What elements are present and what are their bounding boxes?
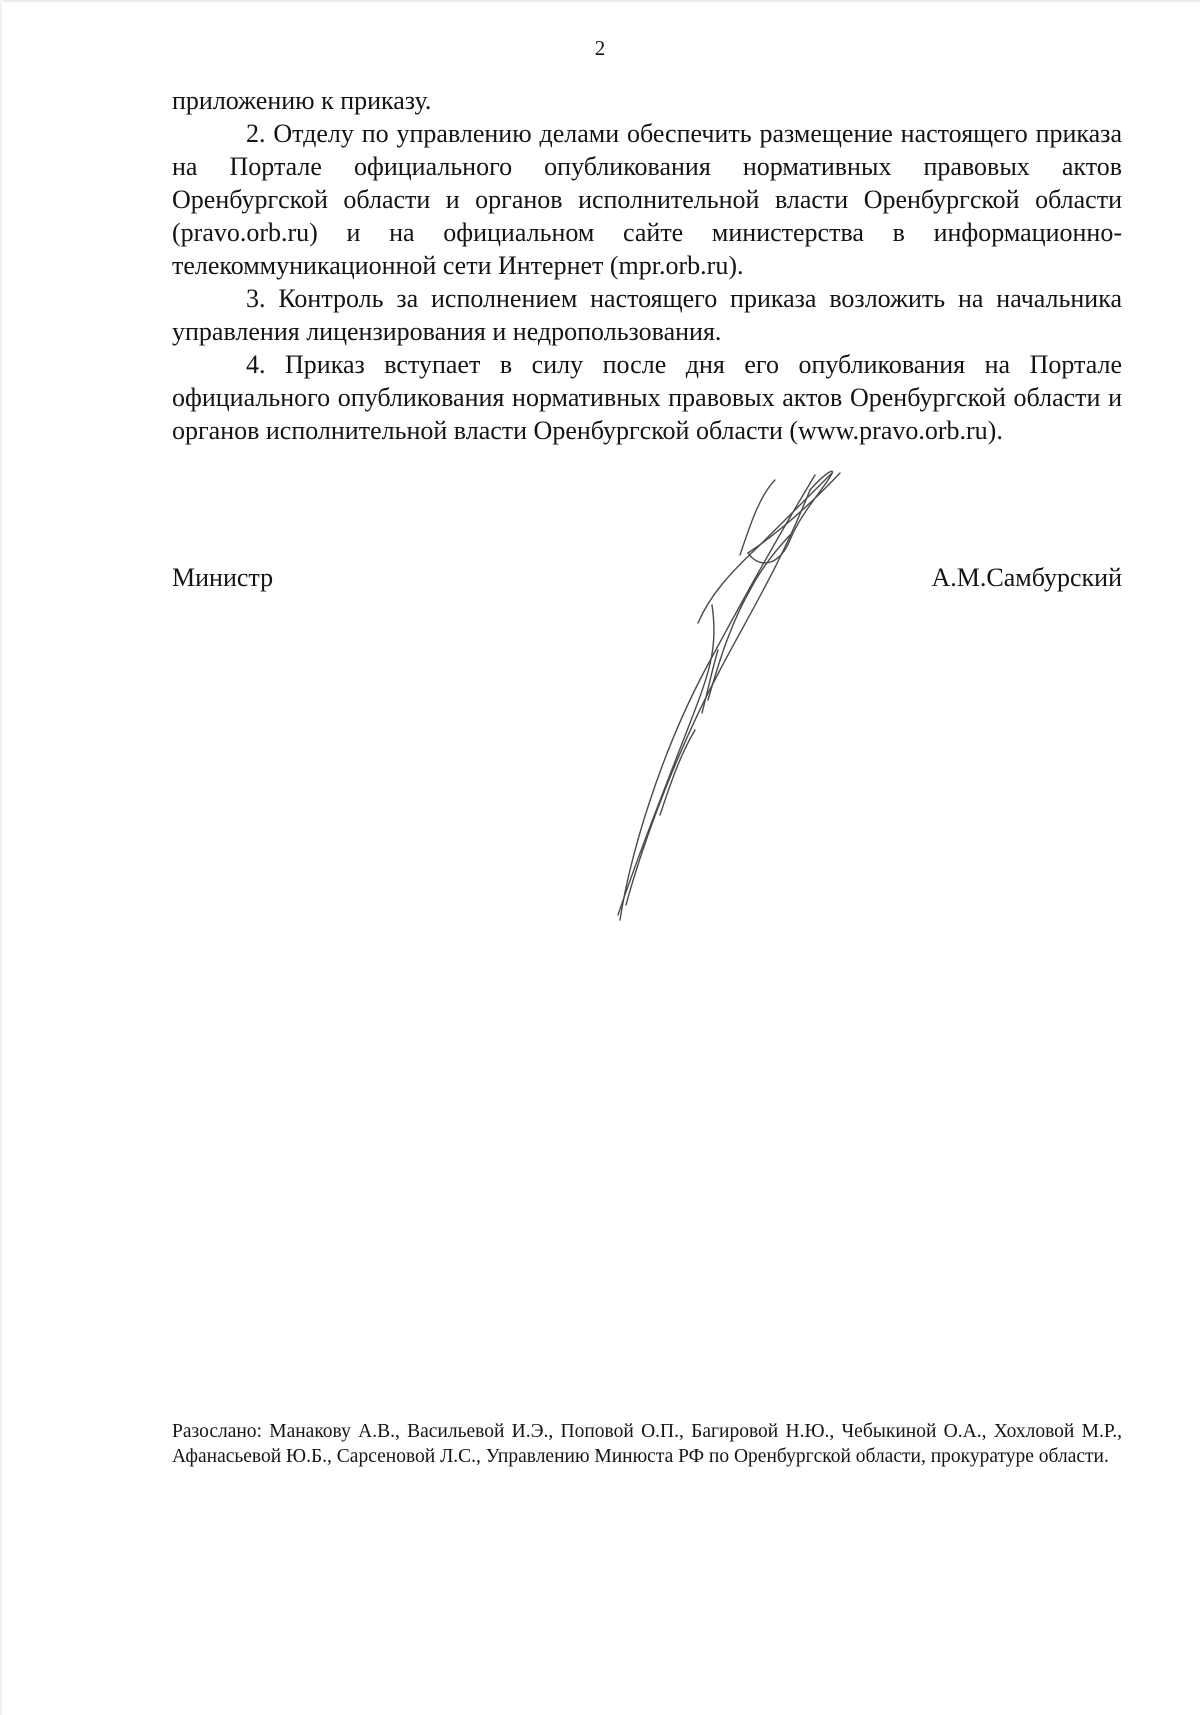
paragraph-continuation: приложению к приказу. xyxy=(172,86,432,115)
scan-edge xyxy=(0,0,3,1715)
order-body xyxy=(172,84,1122,447)
signatory-name: А.М.Самбурский xyxy=(931,563,1122,592)
distribution-list: Разослано: Манакову А.В., Васильевой И.Э., Поповой О.П., Багировой Н.Ю., Чебыкиной О.А., Хохловой М.Р., Афанасьевой Ю.Б., Сарсеновой Л.С., Управлению Минюста РФ по Оренбургской области, прокуратуре области. xyxy=(172,1421,1122,1467)
scan-edge xyxy=(0,0,1200,3)
paragraph-item-3: 3. Контроль за исполнением настоящего приказа возложить на начальника управления лицензирования и недропользования. xyxy=(172,284,1122,346)
paragraph-item-4: 4. Приказ вступает в силу после дня его опубликования на Портале официального опубликования нормативных правовых актов Оренбургской области и органов исполнительной власти Оренбургской области (www.pravo.orb.ru). xyxy=(172,350,1122,445)
paragraph-item-2: 2. Отделу по управлению делами обеспечить размещение настоящего приказа на Портале официального опубликования нормативных правовых актов Оренбургской области и органов исполнительной власти Оренбургской области (pravo.orb.ru) и на официальном сайте министерства в информационно-телекоммуникационной сети Интернет (mpr.orb.ru). xyxy=(172,119,1122,280)
handwritten-signature xyxy=(600,455,930,940)
signatory-position: Министр xyxy=(172,563,274,592)
page-number: 2 xyxy=(594,36,606,60)
